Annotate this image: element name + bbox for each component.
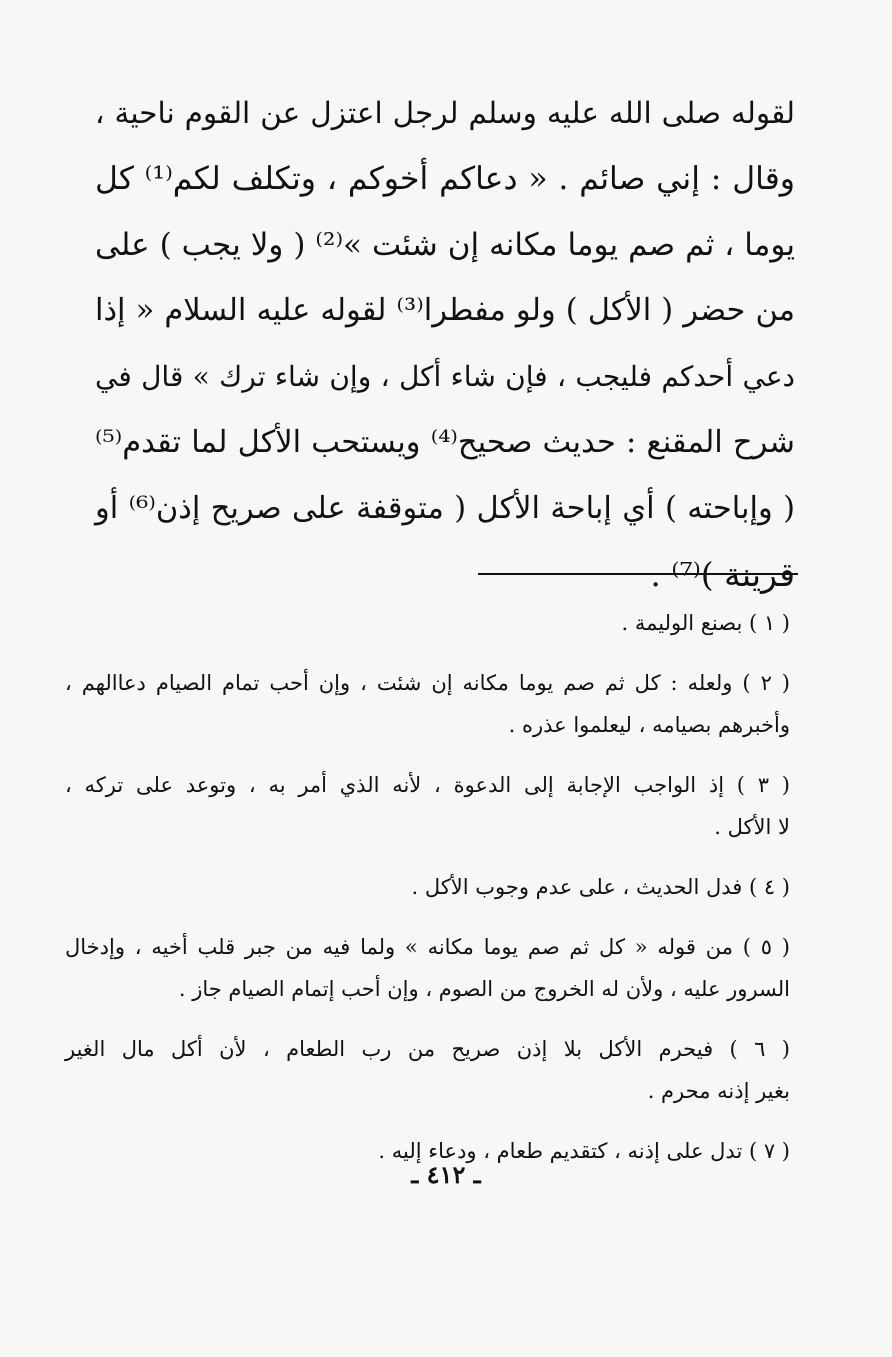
footnote-line: ( ٥ ) من قوله « كل ثم صم يوما مكانه » ولما فيه من جبر قلب أخيه ، وإدخال xyxy=(65,935,790,959)
main-text-line: لقوله صلى الله عليه وسلم لرجل اعتزل عن القوم ناحية ، xyxy=(95,96,795,130)
footnote-line: ( ٤ ) فدل الحديث ، على عدم وجوب الأكل . xyxy=(411,875,790,899)
footnote-line: ( ١ ) بصنع الوليمة . xyxy=(621,611,790,635)
footnote-line: لا الأكل . xyxy=(714,815,790,839)
footnote-line: ( ٦ ) فيحرم الأكل بلا إذن صريح من رب الطعام ، لأن أكل مال الغير xyxy=(65,1037,791,1061)
main-text-line: دعي أحدكم فليجب ، فإن شاء أكل ، وإن شاء ترك » قال في xyxy=(95,360,795,393)
footnotes-block xyxy=(65,602,790,1190)
main-text-line: ( وإباحته ) أي إباحة الأكل ( متوقفة على صريح إذن⁽⁶⁾ أو xyxy=(95,491,796,526)
main-text-line: يوما ، ثم صم يوما مكانه إن شئت »⁽²⁾ ( ولا يجب ) على xyxy=(95,227,795,263)
footnote-1 xyxy=(65,602,790,644)
footnote-line: وأخبرهم بصيامه ، ليعلموا عذره . xyxy=(508,713,790,737)
footnote-3 xyxy=(65,764,790,848)
footnote-4 xyxy=(65,866,790,908)
footnote-line: ( ٢ ) ولعله : كل ثم صم يوما مكانه إن شئت ، وإن أحب تمام الصيام دعاالهم ، xyxy=(65,671,790,695)
footnote-6 xyxy=(65,1028,790,1112)
main-text-line: من حضر ( الأكل ) ولو مفطرا⁽³⁾ لقوله عليه السلام « إذا xyxy=(95,293,795,328)
footnote-2 xyxy=(65,662,790,746)
footnote-line: ( ٧ ) تدل على إذنه ، كتقديم طعام ، ودعاء إليه . xyxy=(378,1139,790,1163)
footnote-line: ( ٣ ) إذ الواجب الإجابة إلى الدعوة ، لأنه الذي أمر به ، وتوعد على تركه ، xyxy=(65,773,791,797)
footnote-separator xyxy=(478,573,798,575)
main-text-line: شرح المقنع : حديث صحيح⁽⁴⁾ ويستحب الأكل لما تقدم⁽⁵⁾ xyxy=(95,425,795,460)
main-text-block xyxy=(95,80,795,608)
main-text-line: قرينة )⁽⁷⁾ . xyxy=(650,555,795,594)
main-text-line: وقال : إني صائم . « دعاكم أخوكم ، وتكلف لكم⁽¹⁾ كل xyxy=(95,161,795,197)
page-number: ـ ٤١٢ ـ xyxy=(411,1160,481,1189)
footnote-line: السرور عليه ، ولأن له الخروج من الصوم ، وإن أحب إتمام الصيام جاز . xyxy=(178,977,790,1001)
footnote-5 xyxy=(65,926,790,1010)
footnote-line: بغير إذنه محرم . xyxy=(647,1079,790,1103)
